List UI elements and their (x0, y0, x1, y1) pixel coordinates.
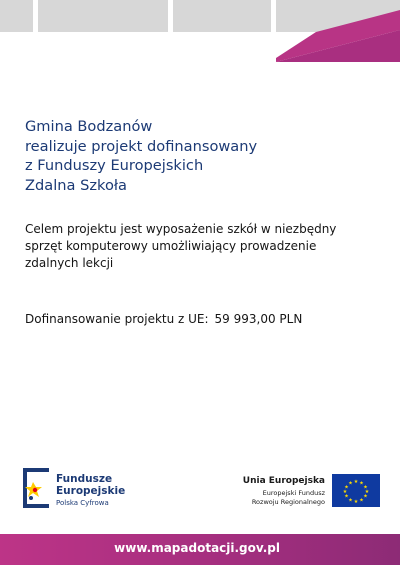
fundusze-name (56, 473, 125, 497)
fundusze-name-line: Fundusze (56, 473, 113, 485)
project-description (25, 221, 385, 272)
fundusze-program: Polska Cyfrowa (56, 499, 109, 507)
svg-text:★: ★ (342, 489, 348, 495)
grey-block (38, 0, 168, 32)
svg-text:★: ★ (364, 489, 370, 495)
unia-europejska-logo (218, 472, 380, 512)
funding-amount: 59 993,00 PLN (214, 312, 303, 326)
description-line: sprzęt komputerowy umożliwiający prowadzenie (25, 239, 317, 253)
title-line: Zdalna Szkoła (25, 177, 127, 195)
ue-text-block (243, 476, 325, 507)
ue-name: Unia Europejska (242, 476, 325, 486)
grey-block (173, 0, 271, 32)
magenta-corner-shape (276, 0, 400, 62)
fundusze-europejskie-logo (23, 468, 163, 512)
page-title (25, 117, 257, 196)
grey-block (0, 0, 33, 32)
description-line: zdalnych lekcji (25, 256, 114, 270)
svg-text:★: ★ (344, 484, 349, 491)
title-line: realizuje projekt dofinansowany (25, 137, 258, 155)
title-line: Gmina Bodzanów (25, 118, 153, 135)
title-line: z Funduszy Europejskich (25, 157, 204, 175)
svg-text:★: ★ (348, 480, 353, 487)
svg-text:★: ★ (359, 480, 364, 487)
svg-text:★: ★ (359, 497, 364, 504)
fundusze-europejskie-mark-icon (23, 468, 51, 508)
svg-text:★: ★ (353, 479, 359, 485)
footer-bar (0, 534, 400, 565)
footer-url: www.mapadotacji.gov.pl (114, 541, 280, 555)
funding-label: Dofinansowanie projektu z UE: (25, 312, 209, 326)
description-line: Celem projektu jest wyposażenie szkół w niezbędny (25, 222, 337, 236)
svg-text:★: ★ (363, 493, 368, 500)
ue-fund-line: Rozwoju Regionalnego (251, 498, 325, 506)
svg-text:★: ★ (344, 493, 349, 500)
svg-text:★: ★ (353, 499, 359, 505)
ue-fund-line: Europejski Fundusz (262, 489, 325, 497)
fundusze-name-line: Europejskie (56, 485, 126, 497)
funding-info (25, 312, 302, 326)
eu-flag-icon (332, 474, 380, 507)
ue-fund-name (243, 489, 325, 507)
top-decor-bar (0, 0, 400, 62)
svg-text:★: ★ (348, 497, 353, 504)
svg-text:★: ★ (363, 484, 368, 491)
